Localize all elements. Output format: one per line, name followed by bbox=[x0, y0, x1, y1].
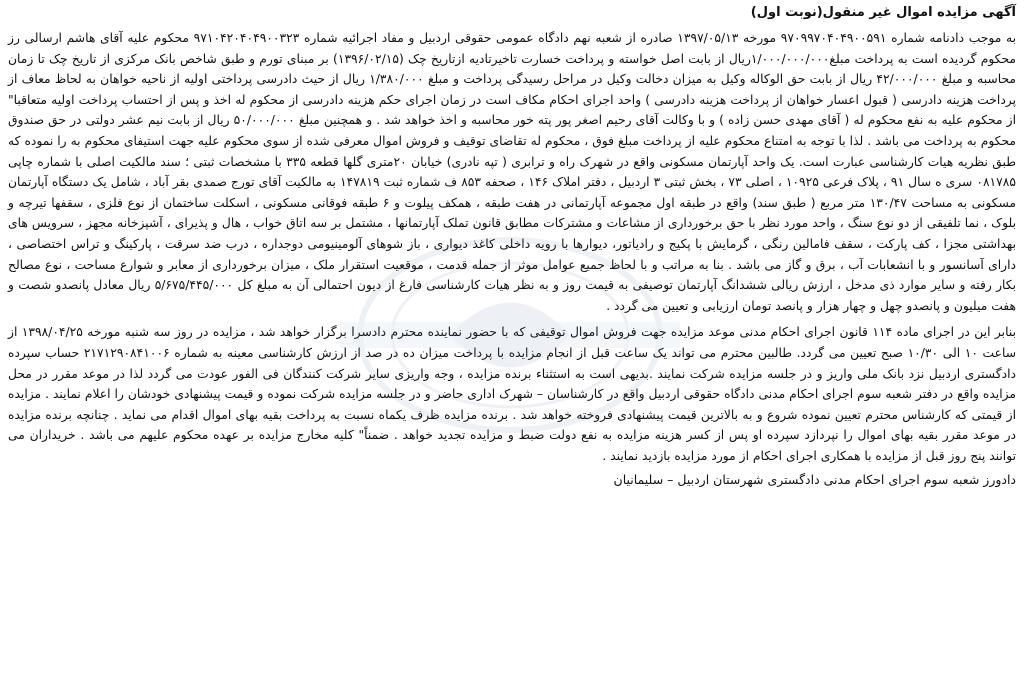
notice-title: آگهی مزایده اموال غیر منقول(نوبت اول) bbox=[750, 5, 1016, 20]
notice-signature: دادورز شعبه سوم اجرای احکام مدنی دادگستری شهرستان اردبیل – سلیمانیان bbox=[613, 472, 1016, 488]
notice-paragraph-auction-terms: بنابر این در اجرای ماده ۱۱۴ قانون اجرای احکام مدنی موعد مزایده جهت فروش اموال توقیفی که با حضور نماینده محترم دادسرا برگزار خواهد شد ، مزایده در روز سه شنبه مورخه ۱۳۹۸/۰۴/۲۵ از ساعت ۱۰ الی ۱۰/۳۰ صبح تعیین می گردد. طالبین محترم می تواند یک ساعت قبل از انجام مزایده با پرداخت میزان ده در صد از ارزش کارشناسی معینه به شماره ۲۱۷۱۲۹۰۸۴۱۰۰۶ حساب سپرده دادگستری اردبیل نزد بانک ملی واریز و در جلسه مزایده شرکت نمایند .بدیهی است به استثناء برنده مزایده ، وجه واریزی سایر شرکت کنندگان فی الفور عودت می گردد لذا در موعد مقرر در محل مزایده واقع در دفتر شعبه سوم اجرای احکام مدنی دادگاه حقوقی اردبیل واقع در کارشناسان – شهرک اداری حاضر و در جلسه مزایده شرکت نموده و قیمت پیشنهادی خودشان را اعلام نمایند . مزایده از قیمتی که کارشناس محترم تعیین نموده شروع و به بالاترین قیمت پیشنهادی فروخته خواهد شد . برنده مزایده ظرف یکماه نسبت به پرداخت بقیه بهای اموال اقدام می نماید . چنانچه برنده مزایده در موعد مقرر بقیه بهای اموال را نپردازد سپرده او پس از کسر هزینه مزایده به نفع دولت ضبط و مزایده تجدید خواهد . ضمناً" کلیه مخارج مزایده بر عهده محکوم علیهم می باشد . خریداران می توانند پنج روز قبل از مزایده با همکاری اجرای احکام از مورد مزایده بازدید نمایند . bbox=[8, 325, 1017, 463]
notice-paragraph-verdict: به موجب دادنامه شماره ۹۷۰۹۹۷۰۴۰۴۹۰۰۵۹۱ مورخه ۱۳۹۷/۰۵/۱۳ صادره از شعبه نهم دادگاه عمومی حقوقی اردبیل و مفاد اجرائیه شماره ۹۷۱۰۴۲۰۴۰۴۹۰۰۳۲۳ محکوم علیه آقای هاشم ارسالی رز محکوم گردیده است به پرداخت مبلغ۱/۰۰۰/۰۰۰/۰۰۰ریال از بابت اصل خواسته و پرداخت خسارت تاخیرتادیه ازتاریخ چک (۱۳۹۶/۰۲/۱۵) بر مبنای تورم و طبق شاخص بانک مرکزی از تاریخ چک تا زمان محاسبه و مبلغ ۴۲/۰۰۰/۰۰۰ ریال از بابت حق الوکاله وکیل به میزان دخالت وکیل در مراحل رسیدگی پرداخت و مبلغ ۱/۳۸۰/۰۰۰ ریال از حیث دادرسی پرداختی اولیه از ناحیه خواهان به لحاظ معاف از پرداخت هزینه دادرسی ( قبول اعسار خواهان از پرداخت هزینه دادرسی ) واحد اجرای احکام مکاف است در زمان اجرای حکم هزینه دادرسی از محکوم له اخذ و پس از احتساب پرداخت اولیه متعاقبا" از محکوم علیه به نفع محکوم له ( آقای مهدی حسن زاده ) و با وکالت آقای رحیم اصغر پور پته خور محاسبه و اخذ خواهد شد . و همچنین مبلغ ۵۰/۰۰۰/۰۰۰ ریال از بابت نیم عشر دولتی در حق صندوق محکوم به پرداخت می باشد . لذا با توجه به امتناع محکوم علیه از پرداخت مبلغ فوق ، محکوم له تقاضای توقیف و فروش اموال معرفی شده از سوی محکوم علیه جهت استیفای محکوم به را نموده که طبق نظریه هیات کارشناسی عبارت است. یک واحد آپارتمان مسکونی واقع در شهرک راه و ترابری ( تپه نادری) خیابان ۲۰متری گلها قطعه ۳۳۵ با مشخصات ثبتی ؛ سند مالکیت اصلی با شماره چاپی ۰۸۱۷۸۵ سری ه سال ۹۱ ، پلاک فرعی ۱۰۹۲۵ ، اصلی ۷۳ ، بخش ثبتی ۳ اردبیل ، دفتر املاک ۱۴۶ ، صحفه ۸۵۳ ف شماره ثبت ۱۴۷۸۱۹ به مالکیت آقای تورج صمدی بقر آباد ، شامل یک دستگاه آپارتمان مسکونی به مساحت ۱۳۰/۴۷ متر مربع ( طبق سند) واقع در طبقه اول مجموعه آپارتمانی در هفت طبقه ، همکف پیلوت و ۶ طبقه فوقانی مسکونی ، اسکلت ساختمان از نوع فلزی ، سقفها تیرچه و بلوک ، نما تلفیقی از دو نوع سنگ ، واحد مورد نظر با حق برخورداری از مشاعات و مشترکات مطابق قانون تملک آپارتمانها ، مشتمل بر سه اتاق خواب ، هال و پذیرای ، آشپزخانه مجهز ، سرویس های بهداشتی مجزا ، کف پارکت ، سقف فامالین رنگی ، گرمایش با پکیج و رادیاتور، دیوارها با رویه داخلی کاغذ دیواری ، باز شوهای آلومینیومی دوجداره ، درب ضد سرقت ، پارکینگ و تراس اختصاصی ، دارای آسانسور و با انشعابات آب ، برق و گاز می باشد . بنا به مراتب و با لحاظ جمیع عوامل موثر از جمله قدمت ، موقعیت استقرار ملک ، میزان برخورداری از معابر و شوارع مساحت ، نوع مصالح بکار رفته و سایر موارد ذی مدخل ، ارزش ریالی ششدانگ آپارتمان توصیفی به قیمت روز و به نظر هیات کارشناسی فارغ از دیون احتمالی آن به مبلغ کل ۵/۶۷۵/۴۴۵/۰۰۰ ریال معادل پانصدو شصت و هفت میلیون و پانصدو چهل و چهار هزار و پانصد تومان ارزیابی و تعیین می گردد . bbox=[8, 31, 1017, 313]
